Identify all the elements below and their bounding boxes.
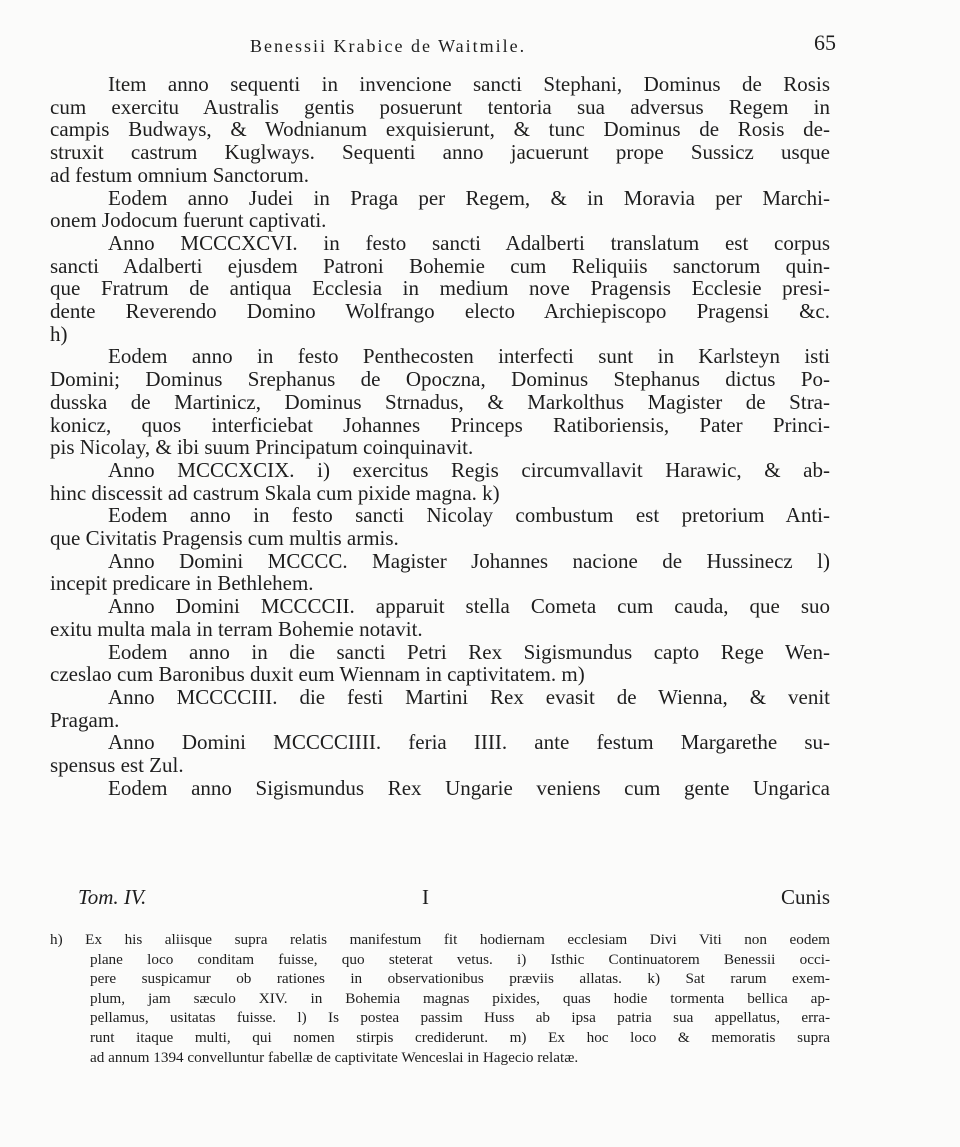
text-line: Anno Domini MCCCCII. apparuit stella Cometa cum cauda, que suo (108, 594, 830, 619)
footnote-line: ad annum 1394 convelluntur fabellæ de captivitate Wenceslai in Hagecio relatæ. (90, 1048, 579, 1066)
text-line: Anno Domini MCCCC. Magister Johannes nacione de Hussinecz l) (108, 548, 830, 573)
text-line: Anno MCCCXCVI. in festo sancti Adalberti translatum est corpus (108, 230, 830, 255)
signature-mark: I (422, 885, 429, 909)
text-line: czeslao cum Baronibus duxit eum Wiennam in captivitatem. m) (50, 662, 585, 687)
text-line: konicz, quos interficiebat Johannes Princeps Ratiboriensis, Pater Princi- (50, 412, 830, 437)
text-line: dusska de Martinicz, Dominus Strnadus, & Markolthus Magister de Stra- (50, 389, 830, 414)
text-line: Eodem anno in festo sancti Nicolay combustum est pretorium Anti- (108, 503, 830, 528)
footnote-line: plane loco conditam fuisse, quo steterat vetus. i) Isthic Continuatorem Benessii occi- (90, 950, 830, 968)
running-title: Benessii Krabice de Waitmile. (250, 36, 527, 56)
body-text (50, 73, 830, 800)
page-foot (62, 885, 830, 911)
text-line: Eodem anno in festo Penthecosten interfecti sunt in Karlsteyn isti (108, 344, 830, 369)
text-line: dente Reverendo Domino Wolfrango electo Archiepiscopo Pragensi &c. (50, 299, 830, 324)
text-line: pis Nicolay, & ibi suum Principatum coinquinavit. (50, 435, 474, 460)
text-line: que Fratrum de antiqua Ecclesia in medium nove Pragensis Ecclesie presi- (50, 276, 830, 301)
running-head (250, 30, 836, 66)
text-line: Domini; Dominus Srephanus de Opoczna, Dominus Stephanus dictus Po- (50, 367, 830, 392)
text-line: exitu multa mala in terram Bohemie notavit. (50, 616, 423, 641)
footnote-line: pere suspicamur ob rationes in observationibus præviis allatas. k) Sat rarum exem- (90, 970, 830, 988)
text-line: Eodem anno Judei in Praga per Regem, & in Moravia per Marchi- (108, 185, 830, 210)
text-line: struxit castrum Kuglways. Sequenti anno jacuerunt prope Sussicz usque (50, 140, 830, 165)
text-line: campis Budways, & Wodnianum exquisierunt, & tunc Dominus de Rosis de- (50, 117, 830, 142)
footnote-line: pellamus, usitatas fuisse. l) Is postea passim Huss ab ipsa patria sua appellatus, erra- (90, 1009, 830, 1027)
text-line: hinc discessit ad castrum Skala cum pixide magna. k) (50, 480, 500, 505)
text-line: Item anno sequenti in invencione sancti Stephani, Dominus de Rosis (108, 72, 830, 96)
text-line: Eodem anno Sigismundus Rex Ungarie veniens cum gente Ungarica (108, 775, 830, 800)
text-line: Anno Domini MCCCCIIII. feria IIII. ante festum Margarethe su- (108, 730, 830, 755)
text-line: Anno MCCCCIII. die festi Martini Rex evasit de Wienna, & venit (108, 684, 830, 709)
text-line: onem Jodocum fuerunt captivati. (50, 208, 327, 233)
text-line: que Civitatis Pragensis cum multis armis. (50, 526, 399, 551)
text-line: cum exercitu Australis gentis posuerunt tentoria sua adversus Regem in (50, 94, 830, 119)
text-line: sancti Adalberti ejusdem Patroni Bohemie cum Reliquiis sanctorum quin- (50, 253, 830, 278)
footnotes (50, 930, 830, 1067)
footnote-line: plum, jam sæculo XIV. in Bohemia magnas pixides, quas hodie tormenta bellica ap- (90, 989, 830, 1007)
volume-mark: Tom. IV. (78, 885, 147, 909)
text-line: Pragam. (50, 707, 120, 732)
text-line: ad festum omnium Sanctorum. (50, 162, 309, 187)
footnote-line: runt itaque multi, qui nomen stirpis crediderunt. m) Ex hoc loco & memoratis supra (90, 1028, 830, 1046)
text-line: incepit predicare in Bethlehem. (50, 571, 314, 596)
text-line: Anno MCCCXCIX. i) exercitus Regis circumvallavit Harawic, & ab- (108, 457, 830, 482)
catchword: Cunis (780, 885, 830, 909)
footnote-marker: h) (50, 321, 68, 346)
text-line: spensus est Zul. (50, 753, 184, 778)
text-line: Eodem anno in die sancti Petri Rex Sigismundus capto Rege Wen- (108, 639, 830, 664)
page-number: 65 (814, 30, 836, 55)
footnote-line: h) Ex his aliisque supra relatis manifestum fit hodiernam ecclesiam Divi Viti non eodem (50, 931, 830, 948)
